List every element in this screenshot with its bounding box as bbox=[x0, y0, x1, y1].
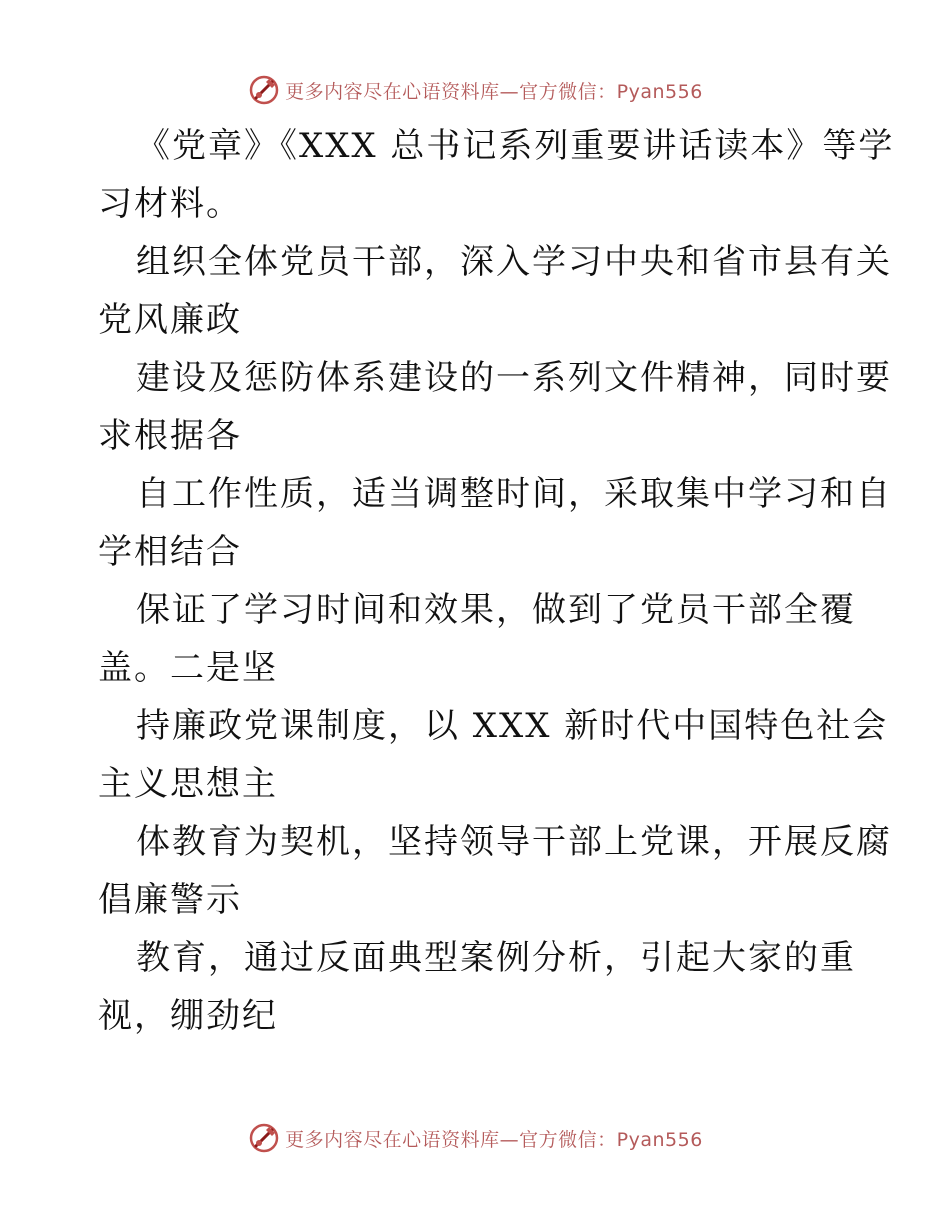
text-line: 《党章》《XXX 总书记系列重要讲话读本》等学 bbox=[136, 126, 895, 166]
header-watermark-text: 更多内容尽在心语资料库—官方微信：Pyan556 bbox=[285, 80, 703, 103]
footer-watermark-text: 更多内容尽在心语资料库—官方微信：Pyan556 bbox=[285, 1128, 703, 1151]
text-line: 盖。二是坚 bbox=[98, 648, 278, 688]
text-line: 求根据各 bbox=[98, 416, 242, 456]
text-line: 体教育为契机，坚持领导干部上党课，开展反腐 bbox=[136, 822, 892, 862]
footer-watermark bbox=[0, 1118, 950, 1158]
text-line: 党风廉政 bbox=[98, 300, 242, 340]
text-line: 建设及惩防体系建设的一系列文件精神，同时要 bbox=[136, 358, 892, 398]
header-watermark bbox=[0, 70, 950, 110]
document-body bbox=[98, 117, 895, 1045]
pen-logo-icon bbox=[247, 73, 281, 107]
pen-logo-icon bbox=[247, 1121, 281, 1155]
text-line: 视，绷劲纪 bbox=[98, 996, 278, 1036]
text-line: 自工作性质，适当调整时间，采取集中学习和自 bbox=[136, 474, 892, 514]
text-line: 学相结合 bbox=[98, 532, 242, 572]
text-line: 习材料。 bbox=[98, 184, 242, 224]
text-line: 持廉政党课制度，以 XXX 新时代中国特色社会 bbox=[136, 706, 889, 746]
text-line: 主义思想主 bbox=[98, 764, 278, 804]
text-line: 倡廉警示 bbox=[98, 880, 242, 920]
text-line: 保证了学习时间和效果，做到了党员干部全覆 bbox=[136, 590, 856, 630]
text-line: 组织全体党员干部，深入学习中央和省市县有关 bbox=[136, 242, 892, 282]
text-line: 教育，通过反面典型案例分析，引起大家的重 bbox=[136, 938, 856, 978]
